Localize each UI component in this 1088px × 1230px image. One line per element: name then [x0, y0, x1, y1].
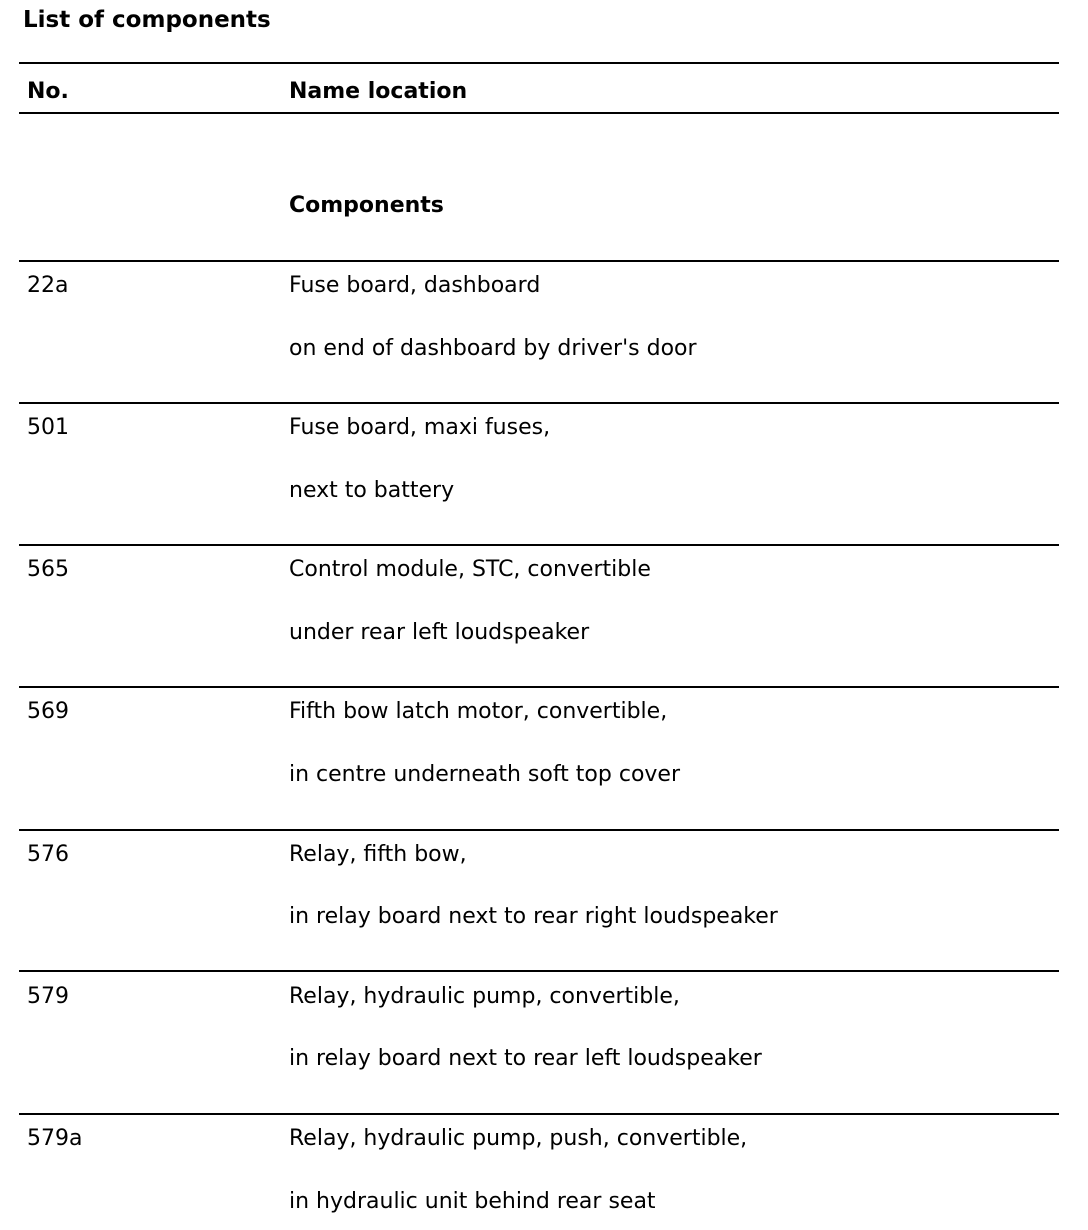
table-top-rule: [19, 62, 1059, 64]
row-divider: [19, 260, 1059, 262]
section-label-components: Components: [289, 193, 444, 218]
component-number: 501: [27, 415, 69, 440]
component-location: in relay board next to rear left loudspeaker: [289, 1046, 762, 1071]
component-name: Relay, fifth bow,: [289, 842, 467, 867]
row-divider: [19, 970, 1059, 972]
component-name: Fuse board, maxi fuses,: [289, 415, 551, 440]
component-location: on end of dashboard by driver's door: [289, 336, 697, 361]
component-number: 569: [27, 699, 69, 724]
component-location: in hydraulic unit behind rear seat: [289, 1189, 656, 1214]
component-name: Relay, hydraulic pump, convertible,: [289, 984, 680, 1009]
component-name: Fuse board, dashboard: [289, 273, 541, 298]
row-divider: [19, 402, 1059, 404]
component-location: in centre underneath soft top cover: [289, 762, 681, 787]
component-number: 579a: [27, 1126, 83, 1151]
component-location: under rear left loudspeaker: [289, 620, 590, 645]
header-bottom-rule: [19, 112, 1059, 114]
component-name: Relay, hydraulic pump, push, convertible,: [289, 1126, 748, 1151]
component-name: Fifth bow latch motor, convertible,: [289, 699, 668, 724]
document-title: List of components: [23, 7, 271, 33]
component-number: 579: [27, 984, 69, 1009]
component-number: 22a: [27, 273, 69, 298]
component-name: Control module, STC, convertible: [289, 557, 651, 582]
column-header-no: No.: [27, 79, 69, 104]
component-location: in relay board next to rear right loudspeaker: [289, 904, 778, 929]
row-divider: [19, 829, 1059, 831]
row-divider: [19, 686, 1059, 688]
row-divider: [19, 1113, 1059, 1115]
component-number: 576: [27, 842, 69, 867]
component-number: 565: [27, 557, 69, 582]
row-divider: [19, 544, 1059, 546]
column-header-name-location: Name location: [289, 79, 468, 104]
component-location: next to battery: [289, 478, 455, 503]
